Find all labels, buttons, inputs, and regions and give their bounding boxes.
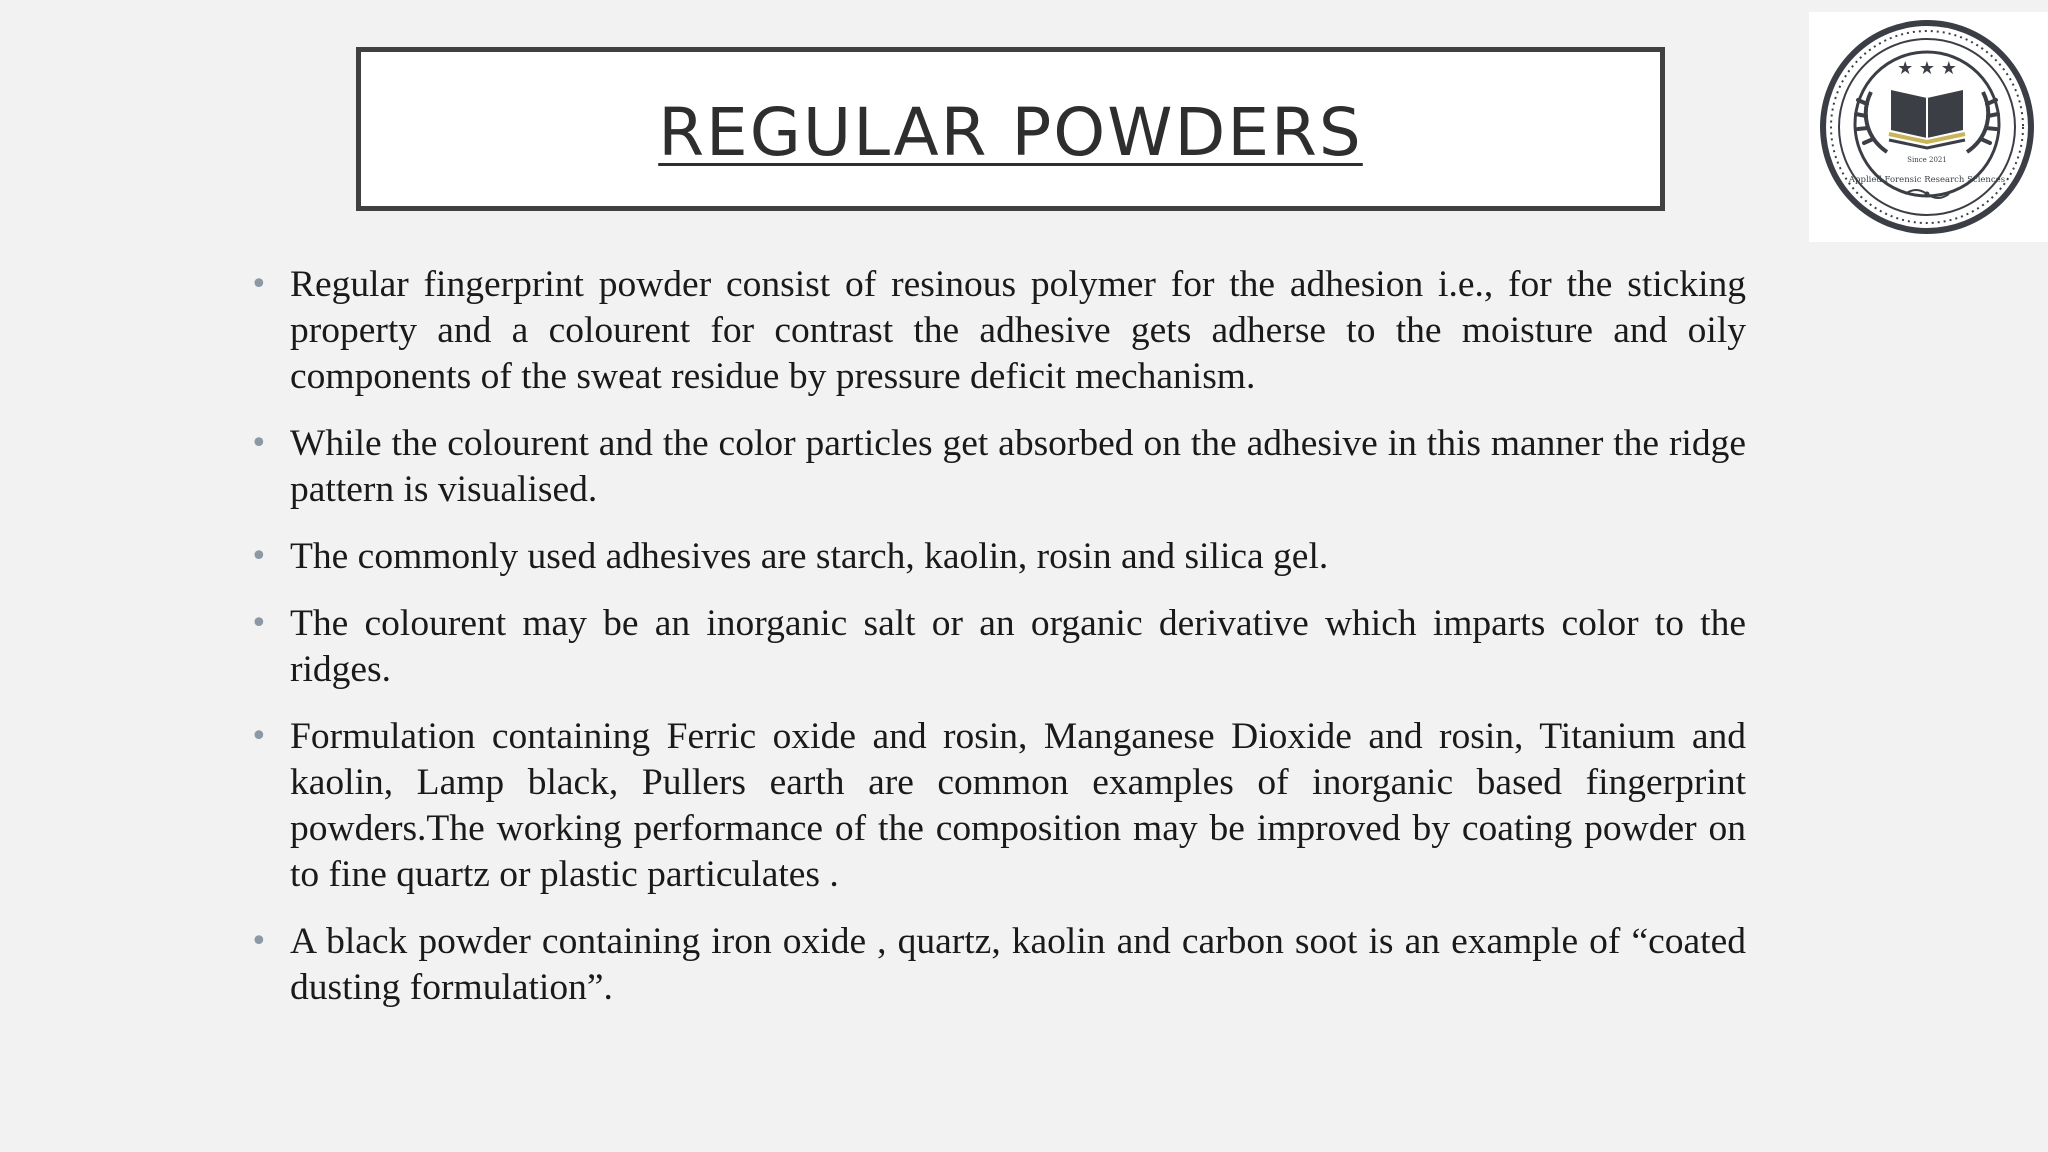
svg-text:★ ★ ★: ★ ★ ★ bbox=[1897, 58, 1957, 79]
book-laurel-seal-icon bbox=[1809, 12, 2048, 242]
logo-since-text: Since 2021 bbox=[1907, 156, 1947, 164]
bullet-marker: • bbox=[250, 606, 268, 641]
list-item bbox=[250, 601, 1746, 693]
bullet-text: A black powder containing iron oxide , quartz, kaolin and carbon soot is an example of “coated dusting formulation”. bbox=[290, 921, 1746, 1008]
list-item bbox=[250, 262, 1746, 400]
bullet-text: Regular fingerprint powder consist of resinous polymer for the adhesion i.e., for the sticking property and a colourent for contrast the adhesive gets adherse to the moisture and oily components of the sweat residue by pressure deficit mechanism. bbox=[290, 264, 1746, 397]
bullet-marker: • bbox=[250, 924, 268, 959]
bullet-text: The commonly used adhesives are starch, kaolin, rosin and silica gel. bbox=[290, 536, 1329, 577]
logo-organization-text: Applied Forensic Research Sciences bbox=[1848, 175, 2006, 185]
slide-title: REGULAR POWDERS bbox=[658, 93, 1363, 171]
bullet-marker: • bbox=[250, 719, 268, 754]
logo bbox=[1809, 12, 2048, 242]
bullet-text: Formulation containing Ferric oxide and rosin, Manganese Dioxide and rosin, Titanium and kaolin, Lamp black, Pullers earth are common examples of inorganic based fingerprint powders.The working performance of the composition may be improved by coating powder on to fine quartz or plastic particulates . bbox=[290, 716, 1746, 895]
list-item bbox=[250, 919, 1746, 1011]
bullet-marker: • bbox=[250, 426, 268, 461]
bullet-text: The colourent may be an inorganic salt or an organic derivative which imparts color to the ridges. bbox=[290, 603, 1746, 690]
list-item bbox=[250, 714, 1746, 898]
bullet-marker: • bbox=[250, 539, 268, 574]
list-item bbox=[250, 534, 1746, 580]
list-item bbox=[250, 421, 1746, 513]
bullet-text: While the colourent and the color particles get absorbed on the adhesive in this manner the ridge pattern is visualised. bbox=[290, 423, 1746, 510]
bullet-list bbox=[250, 262, 1746, 1032]
bullet-marker: • bbox=[250, 267, 268, 302]
title-box bbox=[356, 47, 1665, 211]
